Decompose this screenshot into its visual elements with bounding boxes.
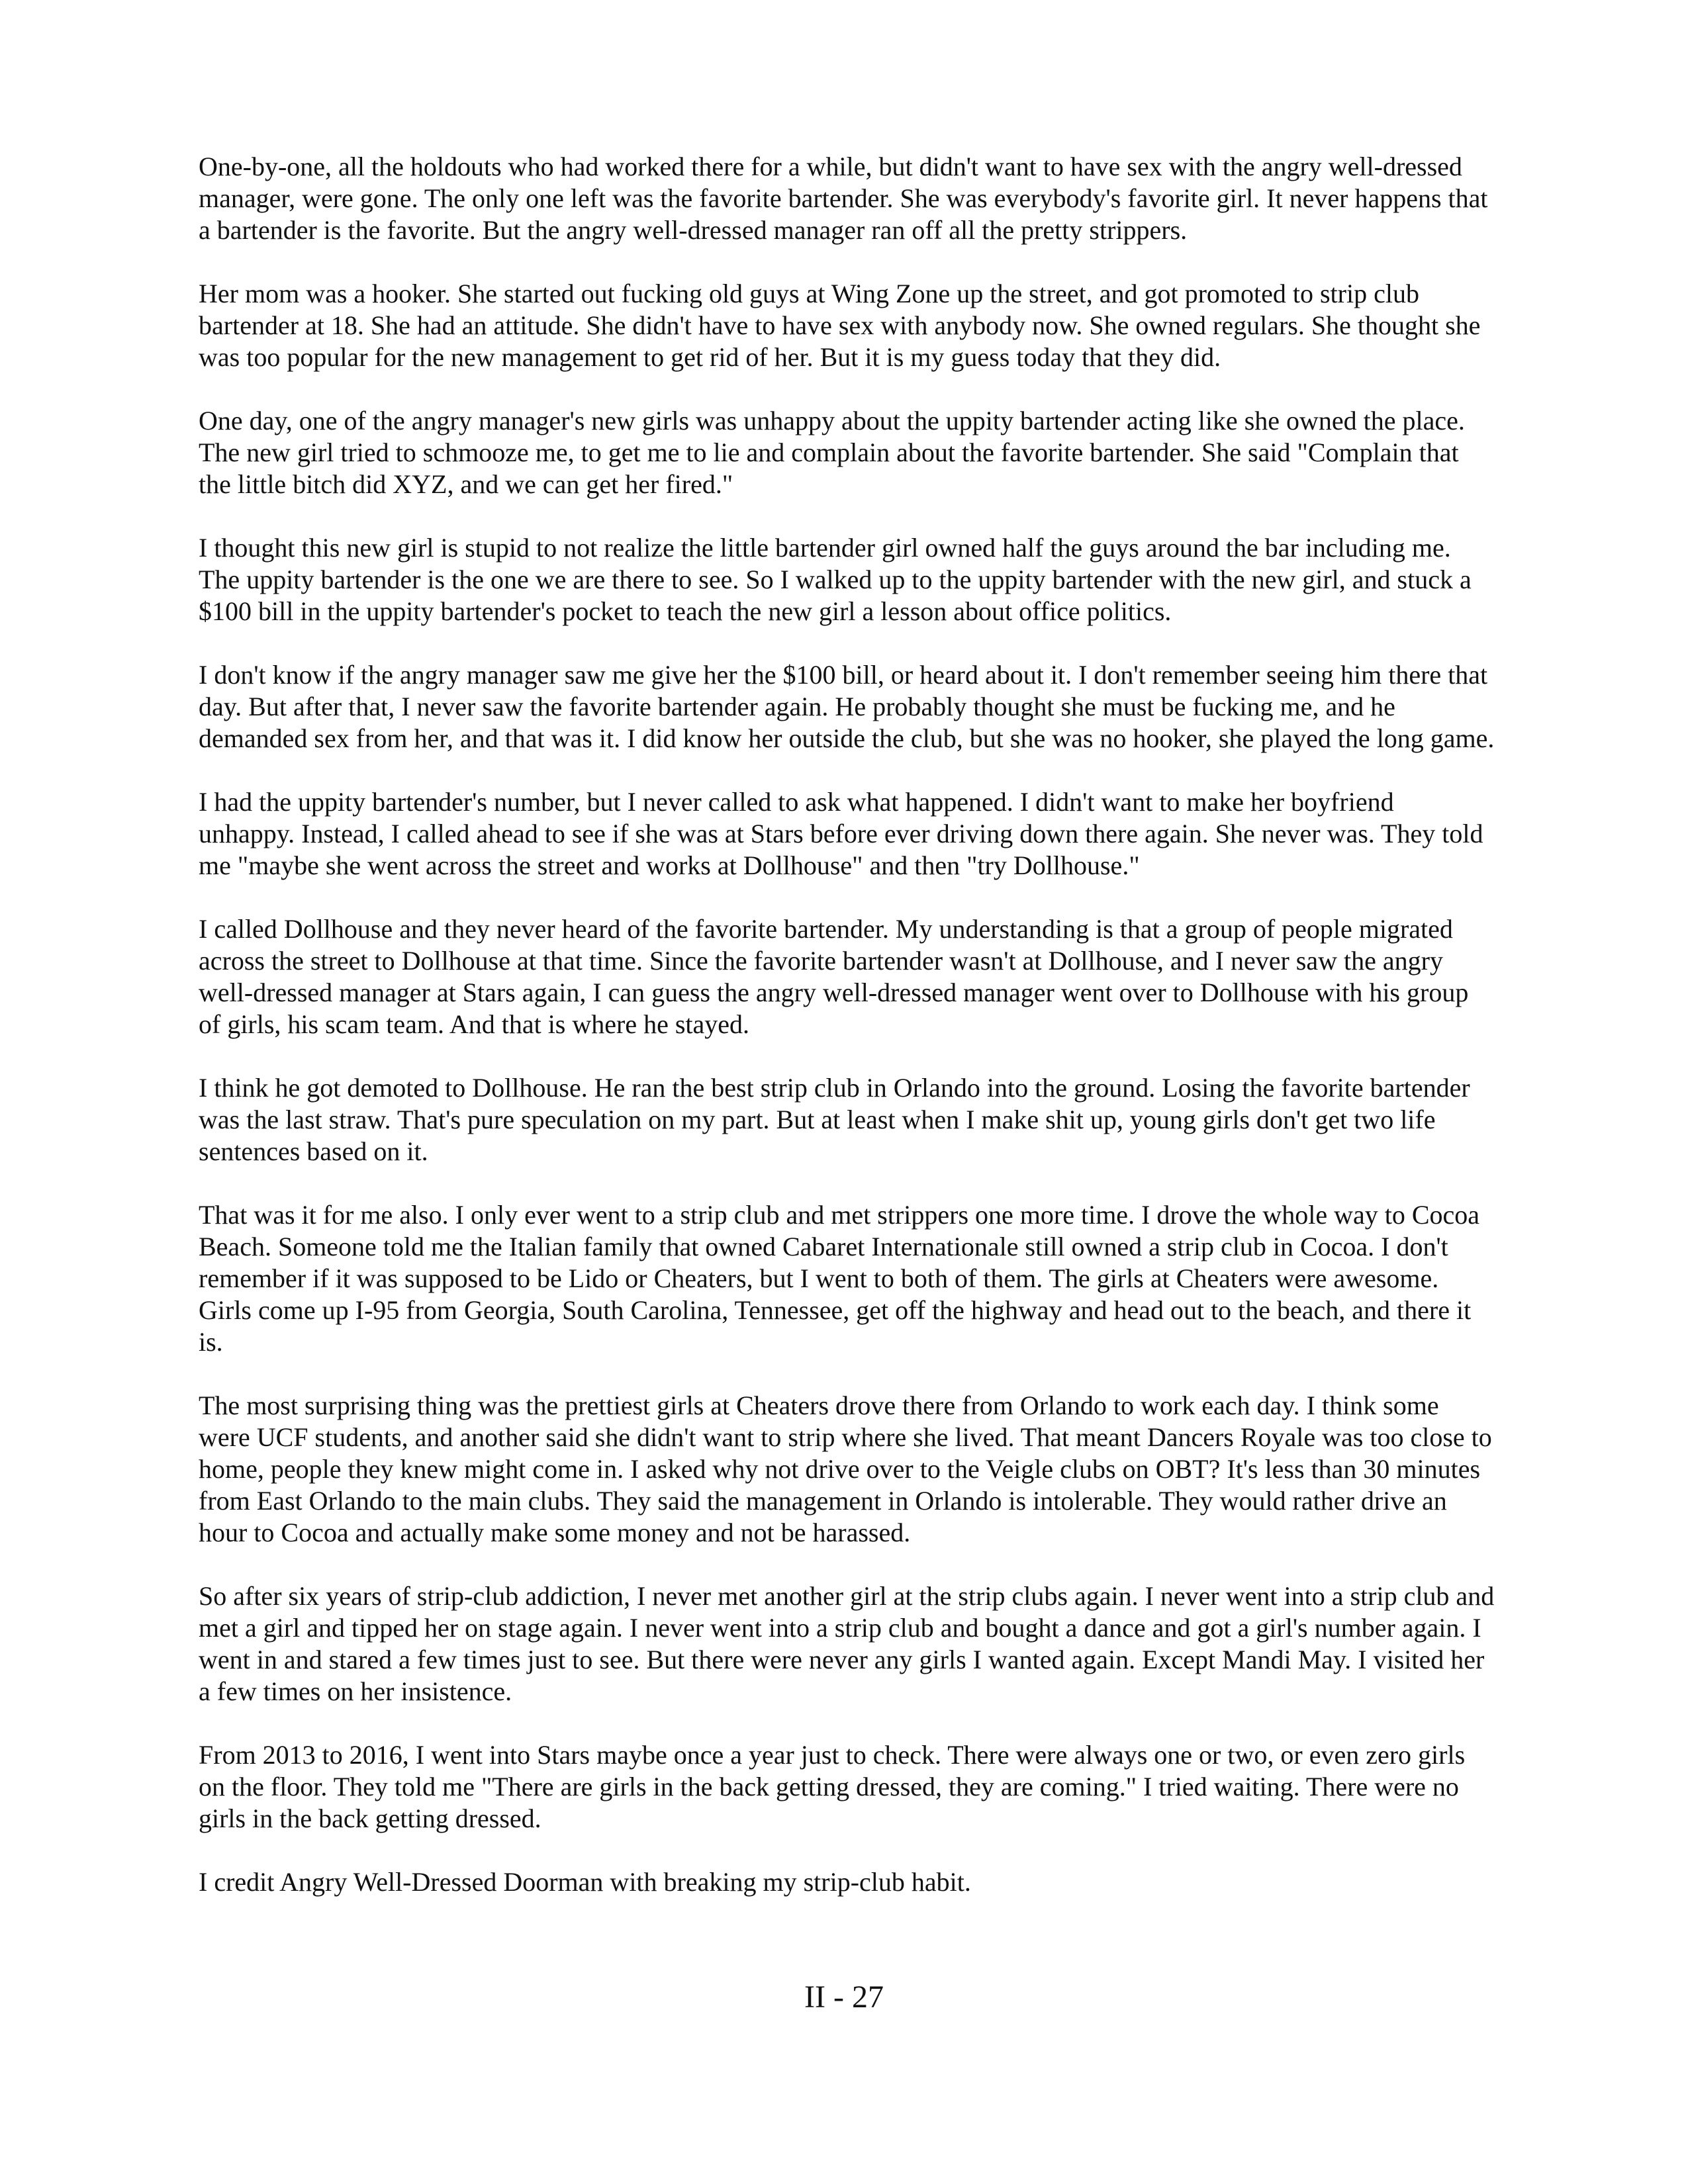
paragraph: I credit Angry Well-Dressed Doorman with breaking my strip-club habit.	[199, 1867, 971, 1897]
paragraph: Her mom was a hooker. She started out fucking old guys at Wing Zone up the street, and got promoted to strip club bartender at 18. She had an attitude. She didn't have to have sex with anybody now. She owned regulars. She thought she was too popular for the new management to get rid of her. But it is my guess today that they did.	[199, 279, 1481, 372]
paragraph: I called Dollhouse and they never heard of the favorite bartender. My understanding is that a group of people migrated across the street to Dollhouse at that time. Since the favorite bartender wasn't at Dollhouse, and I never saw the angry well-dressed manager at Stars again, I can guess the angry well-dressed manager went over to Dollhouse with his group of girls, his scam team. And that is where he stayed.	[199, 914, 1469, 1039]
paragraph: One day, one of the angry manager's new girls was unhappy about the uppity bartender acting like she owned the place. The new girl tried to schmooze me, to get me to lie and complain about the favorite bartender. She said "Complain that the little bitch did XYZ, and we can get her fired."	[199, 406, 1465, 499]
paragraph: From 2013 to 2016, I went into Stars maybe once a year just to check. There were always one or two, or even zero girls on the floor. They told me "There are girls in the back getting dressed, they are coming." I tried waiting. There were no girls in the back getting dressed.	[199, 1740, 1466, 1833]
paragraph: So after six years of strip-club addiction, I never met another girl at the strip clubs again. I never went into a strip club and met a girl and tipped her on stage again. I never went into a strip club and bought a dance and got a girl's number again. I went in and stared a few times just to see. But there were never any girls I wanted again. Except Mandi May. I visited her a few times on her insistence.	[199, 1581, 1495, 1706]
page-number: II - 27	[804, 1979, 884, 2015]
paragraph: I thought this new girl is stupid to not realize the little bartender girl owned half the guys around the bar including me. The uppity bartender is the one we are there to see. So I walked up to the uppity bartender with the new girl, and stuck a $100 bill in the uppity bartender's pocket to teach the new girl a lesson about office politics.	[199, 533, 1472, 626]
document-body	[199, 151, 1496, 1930]
paragraph: I had the uppity bartender's number, but I never called to ask what happened. I didn't want to make her boyfriend unhappy. Instead, I called ahead to see if she was at Stars before ever driving down there again. She never was. They told me "maybe she went across the street and works at Dollhouse" and then "try Dollhouse."	[199, 787, 1483, 880]
paragraph: I don't know if the angry manager saw me give her the $100 bill, or heard about it. I don't remember seeing him there that day. But after that, I never saw the favorite bartender again. He probably thought she must be fucking me, and he demanded sex from her, and that was it. I did know her outside the club, but she was no hooker, she played the long game.	[199, 660, 1495, 753]
paragraph: One-by-one, all the holdouts who had worked there for a while, but didn't want to have sex with the angry well-dressed manager, were gone. The only one left was the favorite bartender. She was everybody's favorite girl. It never happens that a bartender is the favorite. But the angry well-dressed manager ran off all the pretty strippers.	[199, 152, 1488, 245]
paragraph: The most surprising thing was the prettiest girls at Cheaters drove there from Orlando to work each day. I think some were UCF students, and another said she didn't want to strip where she lived. That meant Dancers Royale was too close to home, people they knew might come in. I asked why not drive over to the Veigle clubs on OBT? It's less than 30 minutes from East Orlando to the main clubs. They said the management in Orlando is intolerable. They would rather drive an hour to Cocoa and actually make some money and not be harassed.	[199, 1390, 1492, 1547]
paragraph: That was it for me also. I only ever went to a strip club and met strippers one more time. I drove the whole way to Cocoa Beach. Someone told me the Italian family that owned Cabaret Internationale still owned a strip club in Cocoa. I don't remember if it was supposed to be Lido or Cheaters, but I went to both of them. The girls at Cheaters were awesome. Girls come up I-95 from Georgia, South Carolina, Tennessee, get off the highway and head out to the beach, and there it is.	[199, 1200, 1480, 1357]
paragraph: I think he got demoted to Dollhouse. He ran the best strip club in Orlando into the ground. Losing the favorite bartender was the last straw. That's pure speculation on my part. But at least when I make shit up, young girls don't get two life sentences based on it.	[199, 1073, 1470, 1166]
